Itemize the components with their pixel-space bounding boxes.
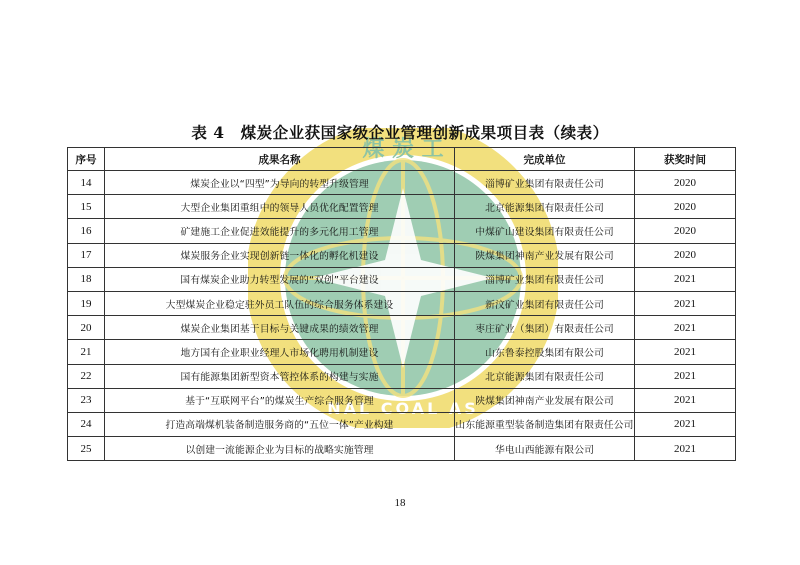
table-row [68, 412, 736, 436]
cell-name: 煤炭服务企业实现创新链一体化的孵化机建设 [105, 243, 455, 267]
cell-year: 2020 [635, 171, 736, 195]
cell-year: 2020 [635, 243, 736, 267]
table-row [68, 316, 736, 340]
cell-unit: 山东能源重型装备制造集团有限责任公司 [455, 412, 635, 436]
cell-year: 2021 [635, 340, 736, 364]
cell-seq: 17 [68, 243, 105, 267]
cell-year: 2021 [635, 291, 736, 315]
cell-year: 2021 [635, 316, 736, 340]
cell-year: 2021 [635, 364, 736, 388]
cell-year: 2021 [635, 412, 736, 436]
cell-name: 大型企业集团重组中的领导人员优化配置管理 [105, 195, 455, 219]
header-unit: 完成单位 [455, 148, 635, 171]
header-seq: 序号 [68, 148, 105, 171]
cell-unit: 北京能源集团有限责任公司 [455, 195, 635, 219]
cell-year: 2020 [635, 219, 736, 243]
cell-seq: 25 [68, 437, 105, 461]
watermark-bottom-text: NAL COAL AS [327, 399, 479, 418]
cell-seq: 15 [68, 195, 105, 219]
table-row [68, 267, 736, 291]
cell-unit: 华电山西能源有限公司 [455, 437, 635, 461]
cell-unit: 中煤矿山建设集团有限责任公司 [455, 219, 635, 243]
cell-unit: 枣庄矿业（集团）有限责任公司 [455, 316, 635, 340]
table-row [68, 171, 736, 195]
cell-seq: 22 [68, 364, 105, 388]
cell-year: 2021 [635, 267, 736, 291]
cell-seq: 24 [68, 412, 105, 436]
header-name: 成果名称 [105, 148, 455, 171]
cell-seq: 19 [68, 291, 105, 315]
cell-name: 矿建施工企业促进效能提升的多元化用工管理 [105, 219, 455, 243]
table-row [68, 195, 736, 219]
cell-year: 2020 [635, 195, 736, 219]
table-row [68, 291, 736, 315]
table-row [68, 219, 736, 243]
cell-name: 地方国有企业职业经理人市场化聘用机制建设 [105, 340, 455, 364]
cell-seq: 18 [68, 267, 105, 291]
cell-seq: 23 [68, 388, 105, 412]
cell-year: 2021 [635, 437, 736, 461]
cell-name: 国有煤炭企业助力转型发展的“双创”平台建设 [105, 267, 455, 291]
cell-name: 煤炭企业以“四型”为导向的转型升级管理 [105, 171, 455, 195]
cell-seq: 14 [68, 171, 105, 195]
watermark-top-text: 煤 炭 工 [362, 137, 444, 162]
cell-year: 2021 [635, 388, 736, 412]
cell-unit: 山东鲁泰控股集团有限公司 [455, 340, 635, 364]
header-year: 获奖时间 [635, 148, 736, 171]
cell-name: 国有能源集团新型资本管控体系的构建与实施 [105, 364, 455, 388]
cell-name: 大型煤炭企业稳定驻外员工队伍的综合服务体系建设 [105, 291, 455, 315]
table-row [68, 340, 736, 364]
table-header-row [68, 148, 736, 171]
cell-unit: 陕煤集团神南产业发展有限公司 [455, 243, 635, 267]
cell-unit: 北京能源集团有限责任公司 [455, 364, 635, 388]
table-row [68, 437, 736, 461]
cell-seq: 16 [68, 219, 105, 243]
table-row [68, 364, 736, 388]
cell-name: 基于“互联网平台”的煤炭生产综合服务管理 [105, 388, 455, 412]
cell-unit: 新汶矿业集团有限责任公司 [455, 291, 635, 315]
cell-seq: 21 [68, 340, 105, 364]
cell-seq: 20 [68, 316, 105, 340]
results-table [67, 147, 736, 461]
cell-unit: 淄博矿业集团有限责任公司 [455, 171, 635, 195]
page-number: 18 [394, 497, 406, 509]
table-row [68, 243, 736, 267]
table-row [68, 388, 736, 412]
cell-name: 打造高端煤机装备制造服务商的“五位一体”产业构建 [105, 412, 455, 436]
cell-name: 煤炭企业集团基于目标与关键成果的绩效管理 [105, 316, 455, 340]
cell-unit: 淄博矿业集团有限责任公司 [455, 267, 635, 291]
cell-unit: 陕煤集团神南产业发展有限公司 [455, 388, 635, 412]
table-title: 表 4 煤炭企业获国家级企业管理创新成果项目表（续表） [191, 123, 609, 142]
cell-name: 以创建一流能源企业为目标的战略实施管理 [105, 437, 455, 461]
